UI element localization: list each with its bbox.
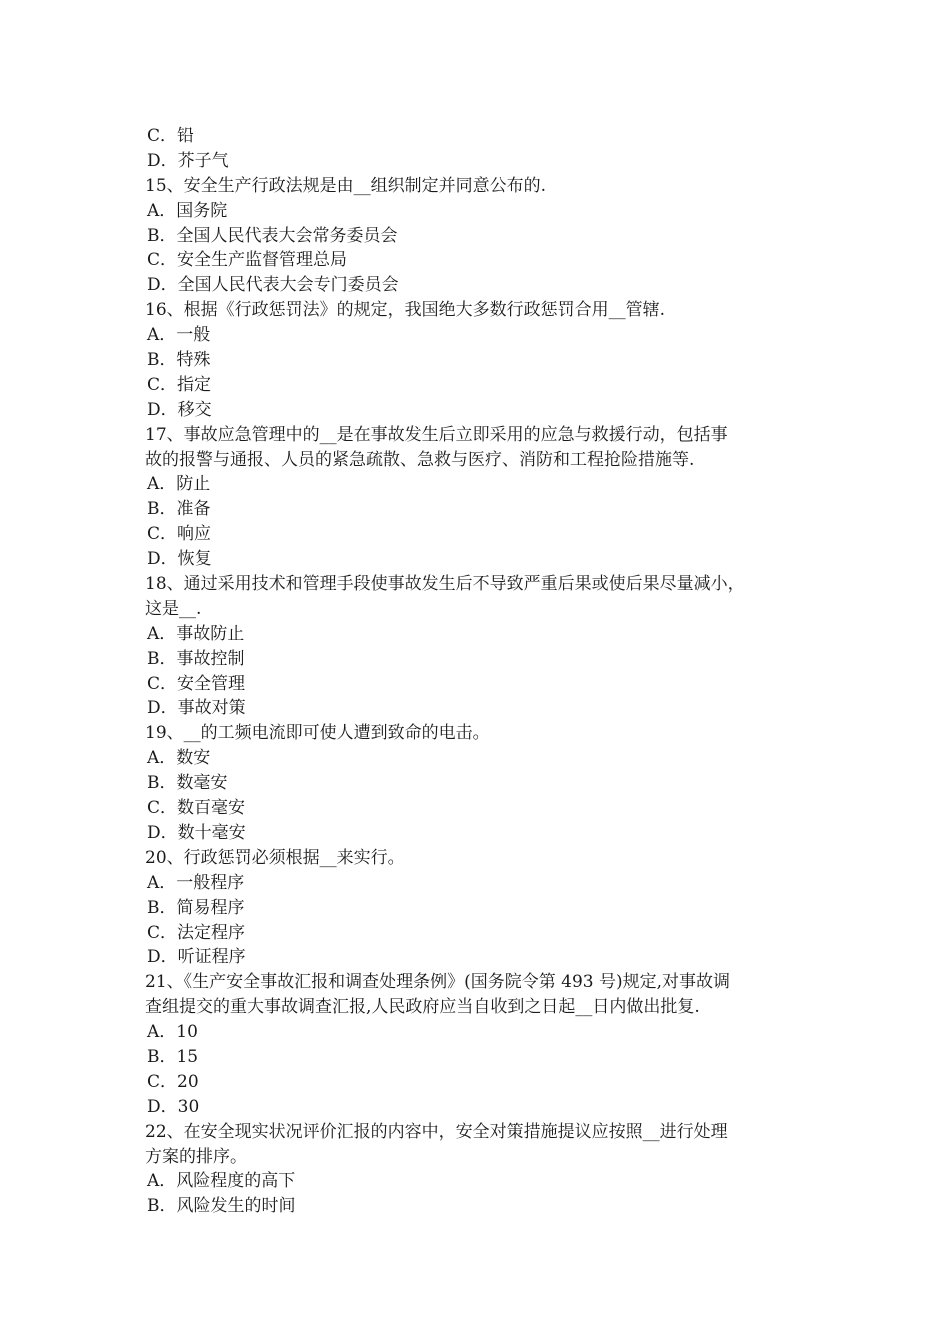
answer-option: A．防止 [147, 474, 211, 495]
document-body [145, 124, 825, 1219]
answer-option: C．安全生产监督管理总局 [147, 250, 348, 271]
question-text: 16、根据《行政惩罚法》的规定，我国绝大多数行政惩罚合用__管辖. [145, 300, 666, 321]
answer-option: D．恢复 [147, 549, 212, 570]
answer-option: C．安全管理 [147, 673, 246, 694]
answer-option: D．听证程序 [147, 947, 246, 968]
answer-option: A．数安 [147, 748, 211, 769]
answer-option: D．数十毫安 [147, 822, 246, 843]
question-text: 19、__的工频电流即可使人遭到致命的电击。 [145, 723, 490, 744]
answer-option: D．移交 [147, 399, 212, 420]
text-line: 故的报警与通报、人员的紧急疏散、急救与医疗、消防和工程抢险措施等. [145, 449, 695, 470]
answer-option: C．指定 [147, 374, 212, 395]
question-text: 22、在安全现实状况评价汇报的内容中，安全对策措施提议应按照__进行处理 [145, 1121, 728, 1142]
answer-option: A．10 [147, 1022, 198, 1043]
answer-option: C．法定程序 [147, 922, 246, 943]
answer-option: A．风险程度的高下 [147, 1171, 296, 1192]
answer-option: B．事故控制 [147, 648, 245, 669]
answer-option: B．数毫安 [147, 773, 228, 794]
answer-option: C．数百毫安 [147, 798, 246, 819]
answer-option: A．一般程序 [147, 872, 245, 893]
answer-option: C．20 [147, 1071, 199, 1092]
answer-option: A．事故防止 [147, 623, 245, 644]
answer-option: A．国务院 [147, 200, 228, 221]
answer-option: D．全国人民代表大会专门委员会 [147, 275, 399, 296]
answer-option: D．30 [147, 1096, 200, 1117]
question-text: 20、行政惩罚必须根据__来实行。 [145, 847, 405, 868]
answer-option: B．特殊 [147, 350, 211, 371]
answer-option: D．事故对策 [147, 698, 246, 719]
text-line: 这是__. [145, 598, 202, 619]
text-line: 查组提交的重大事故调查汇报,人民政府应当自收到之日起__日内做出批复. [145, 997, 700, 1018]
question-text: 18、通过采用技术和管理手段使事故发生后不导致严重后果或使后果尽量减小， [145, 574, 745, 595]
answer-option: C．铅 [147, 126, 195, 146]
answer-option: A．一般 [147, 325, 211, 346]
answer-option: C．响应 [147, 524, 212, 545]
question-text: 15、安全生产行政法规是由__组织制定并同意公布的. [145, 175, 547, 196]
answer-option: B．15 [147, 1046, 199, 1067]
text-line: 方案的排序。 [145, 1146, 247, 1167]
question-text: 21、《生产安全事故汇报和调查处理条例》(国务院令第 493 号)规定,对事故调 [145, 972, 731, 993]
answer-option: D．芥子气 [147, 150, 229, 171]
question-text: 17、事故应急管理中的__是在事故发生后立即采用的应急与救援行动，包括事 [145, 424, 728, 445]
answer-option: B．全国人民代表大会常务委员会 [147, 225, 398, 246]
answer-option: B．风险发生的时间 [147, 1196, 296, 1217]
answer-option: B．简易程序 [147, 897, 245, 918]
answer-option: B．准备 [147, 499, 211, 520]
